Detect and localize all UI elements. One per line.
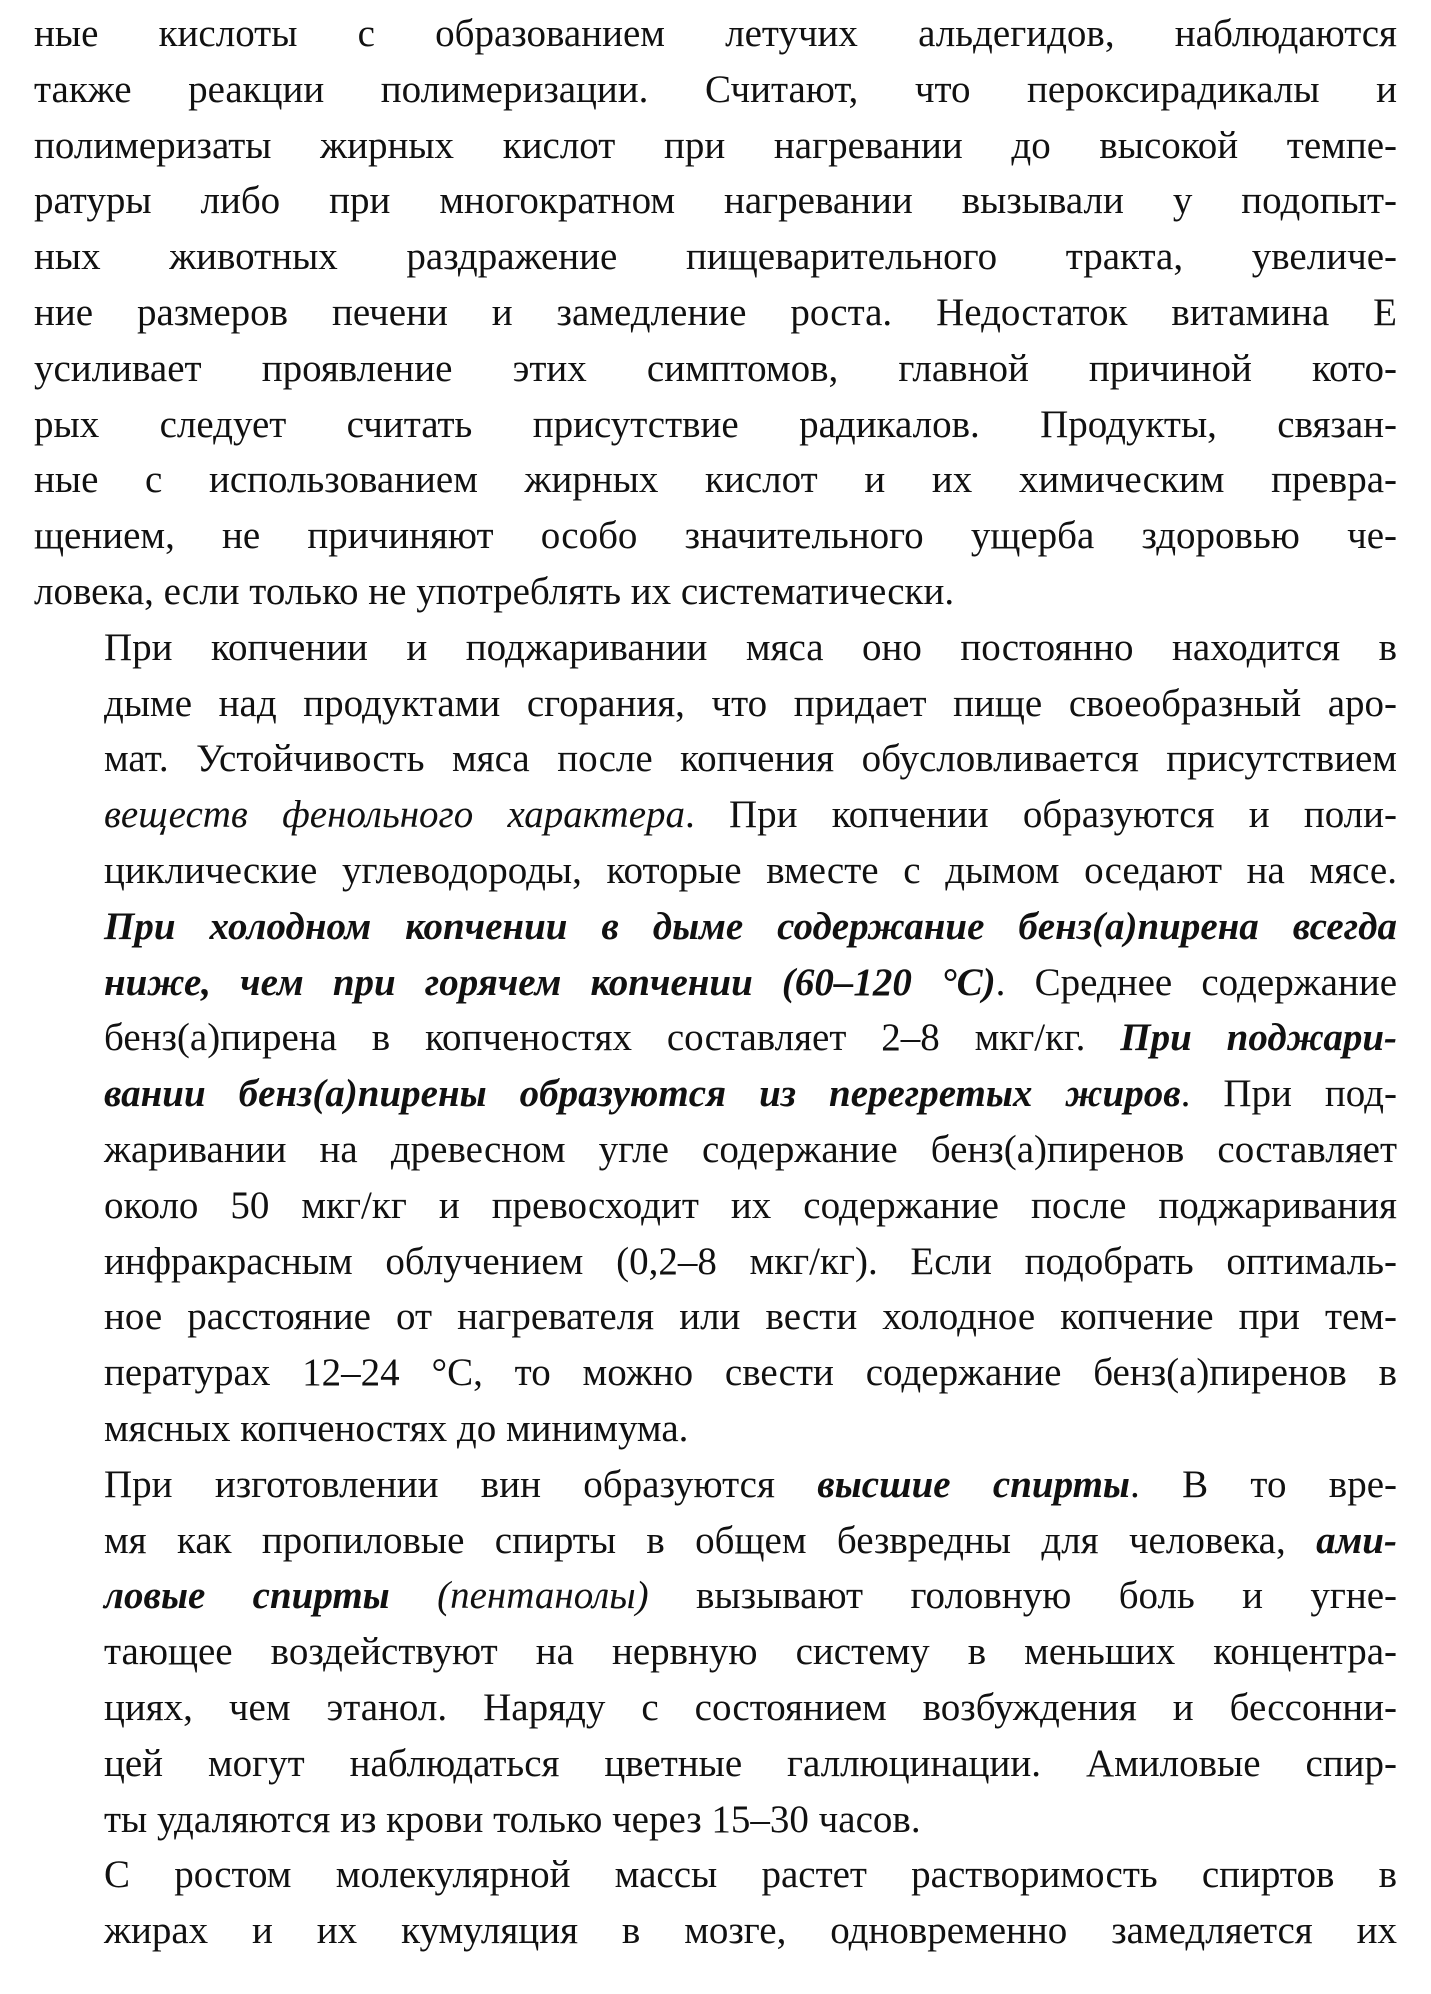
paragraph [34,1457,1397,1848]
emphasis-bold-italic: При холодном копчении в дыме содержание бенз(а)пирена всегда [104,904,1397,948]
text-line [34,1847,1397,1903]
text-run: щением, не причиняют особо значительного ущерба здоровью че- [34,514,1397,558]
text-run: вызывают головную боль и угне- [648,1574,1397,1618]
text-run: При изготовлении вин образуются [104,1462,818,1506]
text-run: тающее воздействуют на нервную систему в меньших концентра- [104,1630,1397,1674]
text-line [34,1066,1397,1122]
text-run: жаривании на древесном угле содержание бенз(а)пиренов составляет [104,1127,1397,1171]
text-run: циклические углеводороды, которые вместе с дымом оседают на мясе. [104,848,1397,892]
text-line [34,1401,1397,1457]
text-line [34,1178,1397,1234]
text-line [34,285,1397,341]
text-run: усиливает проявление этих симптомов, главной причиной кото- [34,346,1397,390]
emphasis-bold-italic: ловые спирты [104,1574,438,1618]
text-line [34,1345,1397,1401]
text-line [34,1513,1397,1569]
text-line [34,1792,1397,1848]
text-line [34,1289,1397,1345]
paragraph [34,620,1397,1457]
text-run: ние размеров печени и замедление роста. Недостаток витамина Е [34,290,1397,334]
emphasis-bold-italic: высшие спирты [817,1462,1130,1506]
text-run: ловека, если только не употреблять их систематически. [34,569,955,613]
text-run: циях, чем этанол. Наряду с состоянием возбуждения и бессонни- [104,1685,1397,1729]
text-line [34,1624,1397,1680]
text-line [34,731,1397,787]
emphasis-bold-italic: При поджари- [1120,1016,1397,1060]
emphasis-bold-italic: ами- [1316,1518,1397,1562]
text-line [34,118,1397,174]
text-run: жирах и их кумуляция в мозге, одновременно замедляется их [104,1909,1397,1953]
text-run: пературах 12–24 °С, то можно свести содержание бенз(а)пиренов в [104,1351,1397,1395]
text-run: мат. Устойчивость мяса после копчения обусловливается присутствием [104,737,1397,781]
paragraph [34,1847,1397,1959]
text-line [34,1736,1397,1792]
text-line [34,564,1397,620]
paragraph [34,6,1397,620]
text-line [34,6,1397,62]
text-run: . В то вре- [1129,1462,1397,1506]
text-run: цей могут наблюдаться цветные галлюцинации. Амиловые спир- [104,1741,1397,1785]
text-run: ратуры либо при многократном нагревании вызывали у подопыт- [34,179,1397,223]
text-line [34,508,1397,564]
text-run: ные с использованием жирных кислот и их химическим превра- [34,458,1397,502]
text-line [34,1680,1397,1736]
text-line [34,955,1397,1011]
text-line [34,173,1397,229]
text-line [34,899,1397,955]
text-run: дыме над продуктами сгорания, что придает пище своеобразный аро- [104,681,1397,725]
text-line [34,452,1397,508]
text-run: рых следует считать присутствие радикалов. Продукты, связан- [34,402,1397,446]
text-run: инфракрасным облучением (0,2–8 мкг/кг). Если подобрать оптималь- [104,1239,1397,1283]
text-run: полимеризаты жирных кислот при нагревании до высокой темпе- [34,123,1397,167]
text-run: мясных копченостях до минимума. [104,1406,689,1450]
text-line [34,676,1397,732]
text-line [34,1010,1397,1066]
text-run: бенз(а)пирена в копченостях составляет 2–8 мкг/кг. [104,1016,1121,1060]
emphasis-italic: (пентанолы) [437,1574,649,1618]
emphasis-bold-italic: ниже, чем при горячем копчении (60–120 °С) [104,960,996,1004]
text-run: около 50 мкг/кг и превосходит их содержание после поджаривания [104,1183,1397,1227]
text-run: При копчении и поджаривании мяса оно постоянно находится в [104,625,1397,669]
text-line [34,1234,1397,1290]
text-run: ных животных раздражение пищеварительного тракта, увеличе- [34,235,1397,279]
text-run: . При под- [1180,1072,1397,1116]
emphasis-bold-italic: вании бенз(а)пирены образуются из перегретых жиров [104,1072,1181,1116]
text-run: С ростом молекулярной массы растет растворимость спиртов в [104,1853,1397,1897]
text-line [34,787,1397,843]
text-run: ты удаляются из крови только через 15–30 часов. [104,1797,921,1841]
text-line [34,62,1397,118]
text-run: ное расстояние от нагревателя или вести холодное копчение при тем- [104,1295,1397,1339]
text-line [34,229,1397,285]
text-run: . При копчении образуются и поли- [685,793,1398,837]
text-line [34,397,1397,453]
emphasis-italic: веществ фенольного характера [104,793,686,837]
text-line [34,1122,1397,1178]
text-line [34,620,1397,676]
document-page [34,0,1397,1959]
text-line [34,1903,1397,1959]
text-run: мя как пропиловые спирты в общем безвредны для человека, [104,1518,1317,1562]
text-run: ные кислоты с образованием летучих альдегидов, наблюдаются [34,12,1397,55]
text-run: также реакции полимеризации. Считают, что пероксирадикалы и [34,67,1397,111]
text-run: . Среднее содержание [995,960,1398,1004]
text-line [34,1568,1397,1624]
text-line [34,341,1397,397]
text-line [34,1457,1397,1513]
text-line [34,843,1397,899]
